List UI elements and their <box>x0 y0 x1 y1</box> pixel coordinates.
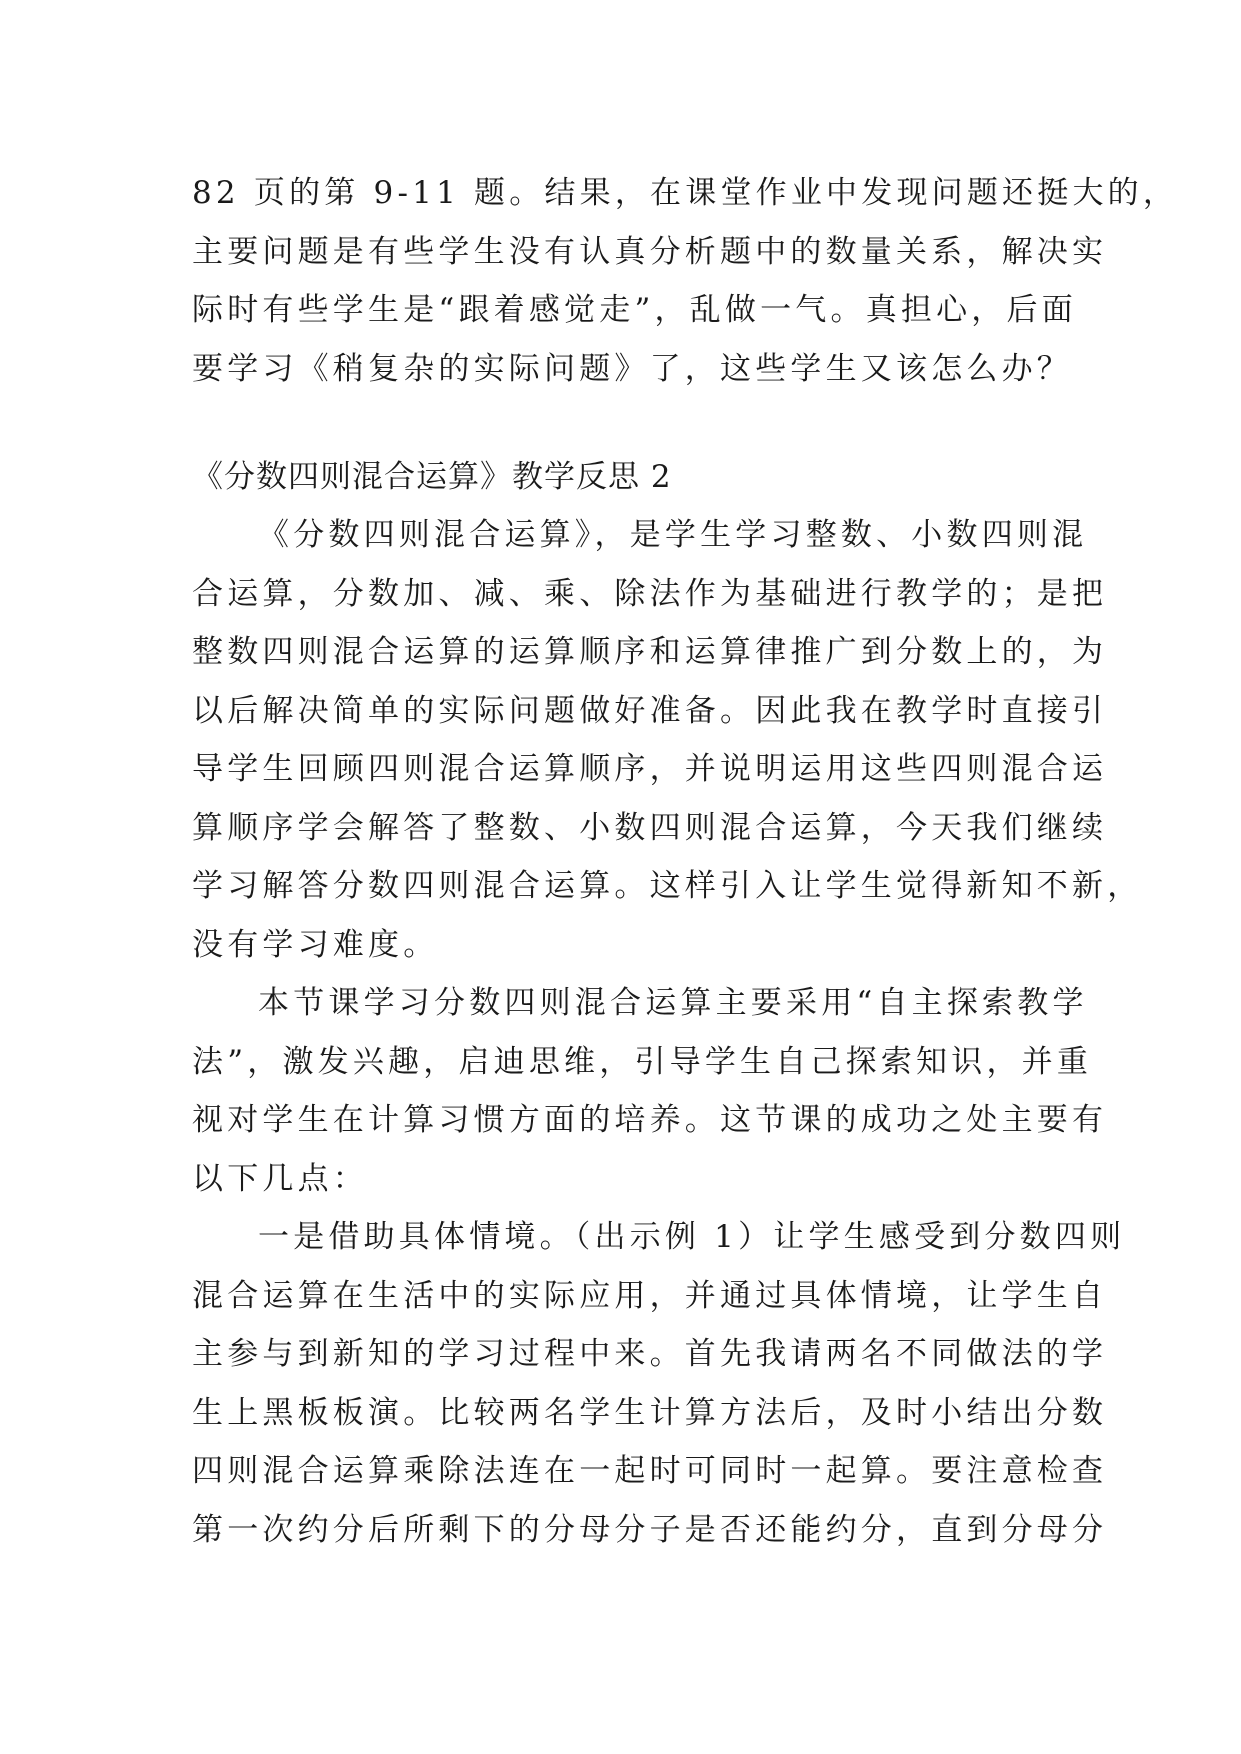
text-line: 学习解答分数四则混合运算。这样引入让学生觉得新知不新， <box>192 868 1143 904</box>
paragraph-3 <box>192 1208 1126 1559</box>
intro-paragraph <box>192 164 1179 398</box>
text-line: 一是借助具体情境。（出示例 1）让学生感受到分数四则 <box>258 1219 1126 1255</box>
text-line: 导学生回顾四则混合运算顺序，并说明运用这些四则混合运 <box>192 751 1108 787</box>
text-line: 际时有些学生是“跟着感觉走”，乱做一气。真担心，后面 <box>192 292 1077 328</box>
text-line: 主要问题是有些学生没有认真分析题中的数量关系，解决实 <box>192 233 1108 270</box>
text-line: 混合运算在生活中的实际应用，并通过具体情境，让学生自 <box>192 1277 1108 1314</box>
text-line: 没有学习难度。 <box>192 926 439 963</box>
text-line: 整数四则混合运算的运算顺序和运算律推广到分数上的，为 <box>192 634 1108 670</box>
text-line: 视对学生在计算习惯方面的培养。这节课的成功之处主要有 <box>192 1102 1108 1138</box>
text-line: 四则混合运算乘除法连在一起时可同时一起算。要注意检查 <box>192 1453 1108 1489</box>
text-line: 要学习《稍复杂的实际问题》了，这些学生又该怎么办？ <box>192 350 1072 387</box>
document-page <box>192 164 1179 1559</box>
text-line: 算顺序学会解答了整数、小数四则混合运算，今天我们继续 <box>192 809 1108 846</box>
paragraph-2 <box>192 974 1108 1208</box>
text-line: 以下几点： <box>192 1160 368 1197</box>
text-line: 合运算，分数加、减、乘、除法作为基础进行教学的；是把 <box>192 575 1108 612</box>
section-title: 《分数四则混合运算》教学反思 2 <box>192 459 672 495</box>
text-line: 生上黑板板演。比较两名学生计算方法后，及时小结出分数 <box>192 1394 1108 1431</box>
text-line: 法”，激发兴趣，启迪思维，引导学生自己探索知识，并重 <box>192 1043 1093 1080</box>
text-line: 主参与到新知的学习过程中来。首先我请两名不同做法的学 <box>192 1336 1108 1372</box>
text-line: 第一次约分后所剩下的分母分子是否还能约分，直到分母分 <box>192 1511 1108 1548</box>
text-line: 以后解决简单的实际问题做好准备。因此我在教学时直接引 <box>192 692 1108 729</box>
text-line: 本节课学习分数四则混合运算主要采用“自主探索教学 <box>258 985 1088 1021</box>
paragraph-1 <box>192 506 1143 974</box>
text-line: 82 页的第 9-11 题。结果，在课堂作业中发现问题还挺大的， <box>192 175 1179 211</box>
text-line: 《分数四则混合运算》，是学生学习整数、小数四则混 <box>258 517 1088 553</box>
